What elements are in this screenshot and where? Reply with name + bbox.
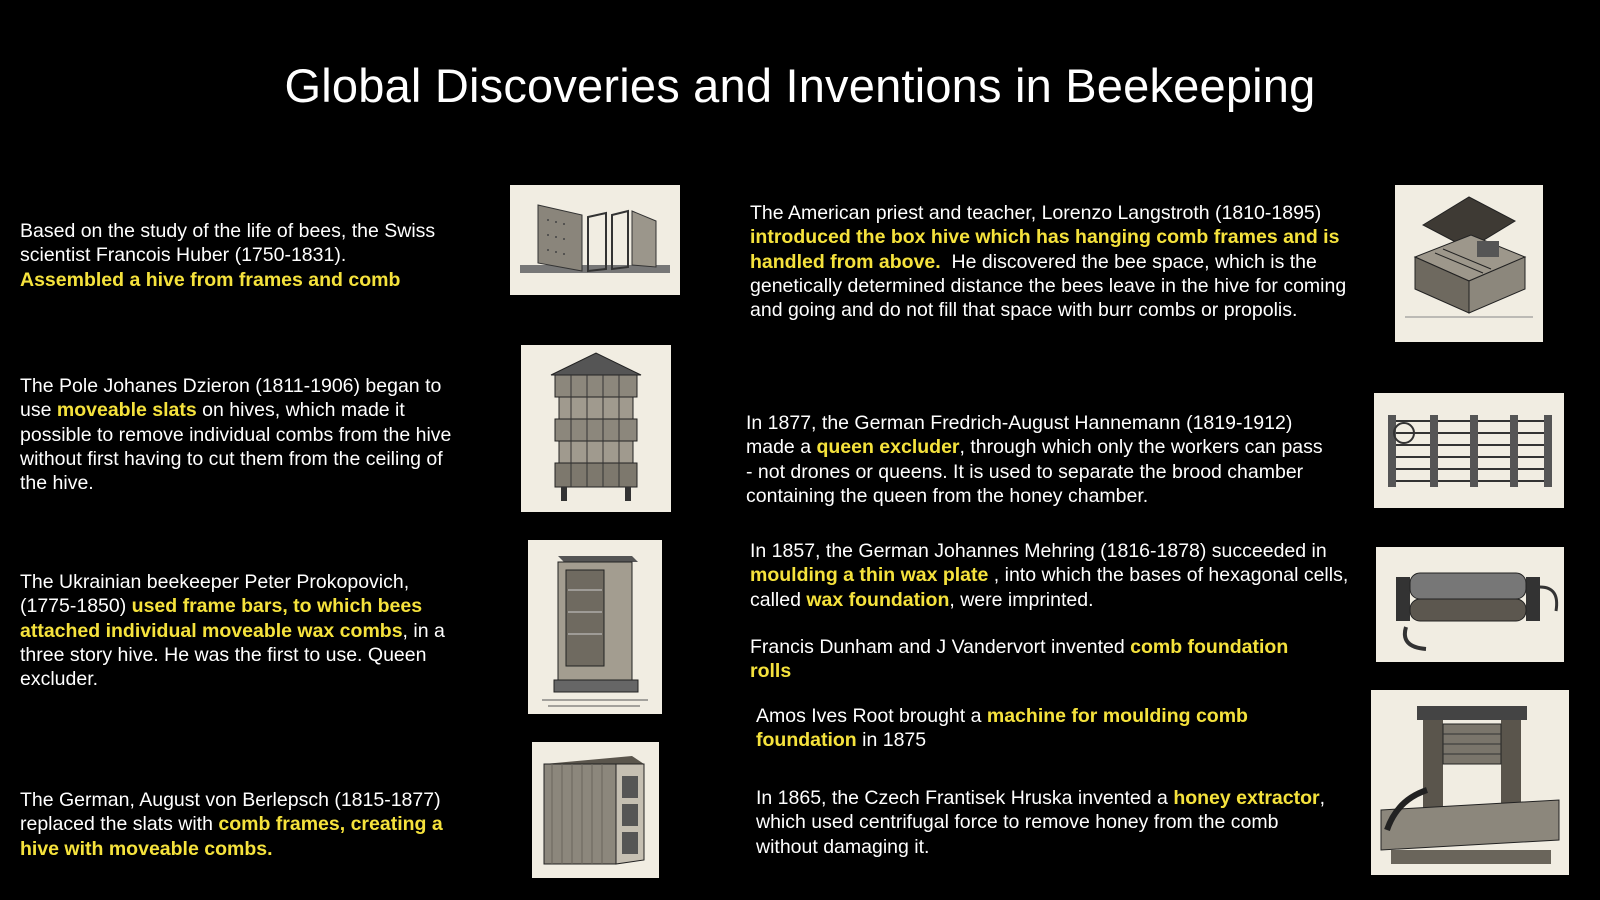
root-highlight: machine for moulding comb foundation — [756, 705, 1248, 752]
langstroth-entry — [750, 201, 1360, 322]
mehring-entry — [750, 539, 1350, 612]
huber-highlight: Assembled a hive from frames and comb — [20, 268, 401, 291]
dzieron-text-2: on hives, which made it possible to remove individual combs from the hive without first having to cut them from the ceiling of the hive. — [20, 399, 452, 495]
prokopovich-text-2: , in a three story hive. He was the first to use. Queen excluder. — [20, 619, 445, 691]
root-text-1: Amos Ives Root brought a — [756, 705, 982, 727]
dunham-entry — [750, 635, 1330, 684]
huber-text: Based on the study of the life of bees, the Swiss scientist Francois Huber (1750-1831). — [20, 220, 436, 267]
three-story-hive-illustration — [528, 540, 662, 714]
queen-excluder-illustration — [1374, 393, 1564, 508]
mehring-text-2: , into which the bases of hexagonal cells, called — [750, 564, 1349, 611]
box-hive-illustration — [532, 742, 659, 878]
hannemann-highlight: queen excluder — [816, 436, 960, 459]
mehring-text-1: In 1857, the German Johannes Mehring (1816-1878) succeeded in — [750, 540, 1327, 562]
dunham-highlight: comb foundation rolls — [750, 636, 1289, 683]
root-text-2: in 1875 — [862, 729, 927, 752]
page-title: Global Discoveries and Inventions in Beekeeping — [284, 59, 1316, 112]
root-entry — [756, 704, 1316, 753]
mehring-highlight-2: wax foundation — [806, 588, 950, 611]
langstroth-text-2: He discovered the bee space, which is the genetically determined distance the bees leave in the hive for coming and going and do not fill that space with burr combs or propolis. — [750, 250, 1347, 322]
hruska-text-1: In 1865, the Czech Frantisek Hruska invented a — [756, 787, 1168, 809]
foundation-machine-illustration — [1371, 690, 1569, 875]
dzieron-entry — [20, 374, 460, 495]
frame-hive-illustration — [510, 185, 680, 295]
prokopovich-entry — [20, 570, 460, 691]
wax-roller-illustration — [1376, 547, 1564, 662]
langstroth-highlight: introduced the box hive which has hanging comb frames and is handled from above. — [750, 226, 1340, 273]
tower-hive-illustration — [521, 345, 671, 512]
dunham-text: Francis Dunham and J Vandervort invented — [750, 636, 1125, 658]
dzieron-highlight: moveable slats — [56, 399, 197, 422]
berlepsch-text: The German, August von Berlepsch (1815-1877) replaced the slats with — [20, 789, 441, 836]
dzieron-text-1: The Pole Johanes Dzieron (1811-1906) began to use — [20, 375, 442, 422]
hannemann-text-2: , through which only the workers can pass - not drones or queens. It is used to separate the brood chamber containing the queen from the honey chamber. — [746, 436, 1323, 507]
langstroth-hive-illustration — [1395, 185, 1543, 342]
mehring-text-3: , were imprinted. — [949, 588, 1094, 611]
langstroth-text-1: The American priest and teacher, Lorenzo Langstroth (1810-1895) — [750, 202, 1322, 224]
hruska-highlight: honey extractor — [1173, 787, 1320, 809]
mehring-highlight-1: moulding a thin wax plate — [750, 564, 989, 587]
hannemann-entry — [746, 411, 1326, 508]
hruska-entry — [756, 786, 1326, 859]
hannemann-text-1: In 1877, the German Fredrich-August Hannemann (1819-1912) made a — [746, 412, 1293, 459]
prokopovich-highlight: used frame bars, to which bees attached individual moveable wax combs — [20, 595, 423, 642]
berlepsch-entry — [20, 788, 465, 861]
huber-entry — [20, 219, 460, 292]
berlepsch-highlight: comb frames, creating a hive with moveable combs. — [20, 813, 443, 860]
prokopovich-text-1: The Ukrainian beekeeper Peter Prokopovich, (1775-1850) — [20, 571, 410, 618]
hruska-text-2: , which used centrifugal force to remove honey from the comb without damaging it. — [756, 787, 1326, 858]
